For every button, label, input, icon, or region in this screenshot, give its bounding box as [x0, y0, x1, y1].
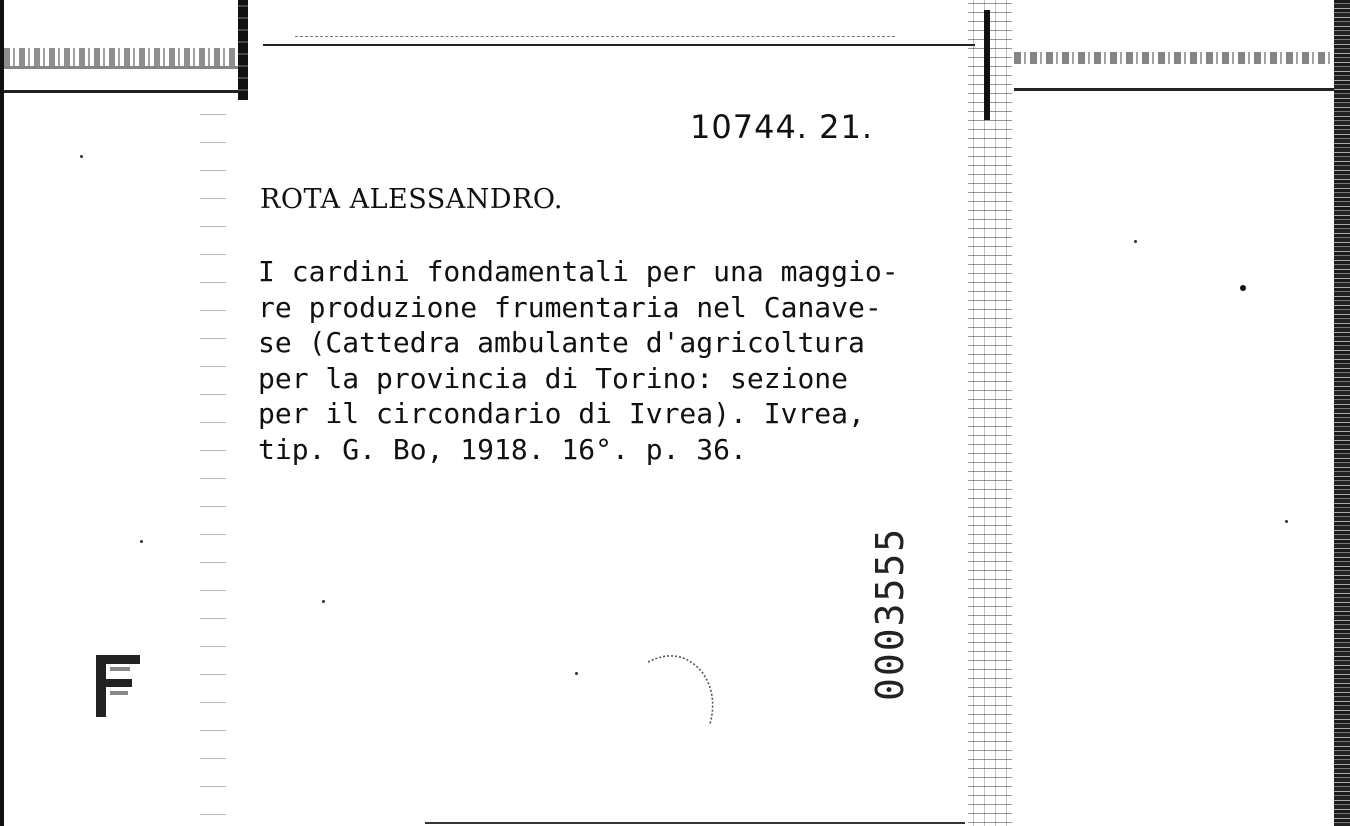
call-number: 10744. 21. [690, 108, 874, 146]
author-heading: ROTA ALESSANDRO. [260, 184, 563, 215]
description-line: I cardini fondamentali per una maggio- [258, 255, 899, 288]
paper-speck [80, 155, 83, 158]
right-adjacent-card [1000, 0, 1350, 826]
paper-speck [322, 600, 325, 603]
pencil-arc-mark-icon [640, 650, 730, 730]
description-line: re produzione frumentaria nel Canave- [258, 290, 882, 324]
paper-speck [1285, 520, 1288, 523]
description-line: se (Cattedra ambulante d'agricoltura [258, 326, 865, 359]
card-top-rule [263, 44, 975, 46]
left-card-header-rule [4, 90, 240, 93]
bibliographic-description [258, 254, 978, 467]
description-line: per la provincia di Torino: sezione [258, 361, 849, 395]
right-card-header-strip [1014, 52, 1334, 64]
card-top-dashed-rule [295, 36, 895, 37]
card-gap-dark-bar [984, 10, 990, 120]
right-card-edge [1334, 0, 1350, 826]
paper-speck [140, 540, 143, 543]
description-line: tip. G. Bo, 1918. 16°. p. 36. [258, 432, 747, 466]
right-card-speck [1240, 285, 1246, 291]
card-bottom-rule [425, 822, 965, 824]
paper-speck [1134, 240, 1137, 243]
paper-speck [575, 672, 578, 675]
left-card-cut-edge [238, 0, 248, 100]
description-line: per il circondario di Ivrea). Ivrea, [258, 397, 865, 430]
card-gap-left-speckle [200, 100, 226, 826]
stamped-inventory-number: 0003555 [868, 526, 912, 701]
right-card-header-rule [1014, 88, 1334, 91]
f-index-mark-icon [96, 655, 140, 717]
left-card-header-strip [4, 48, 240, 69]
left-card-edge [0, 0, 4, 826]
